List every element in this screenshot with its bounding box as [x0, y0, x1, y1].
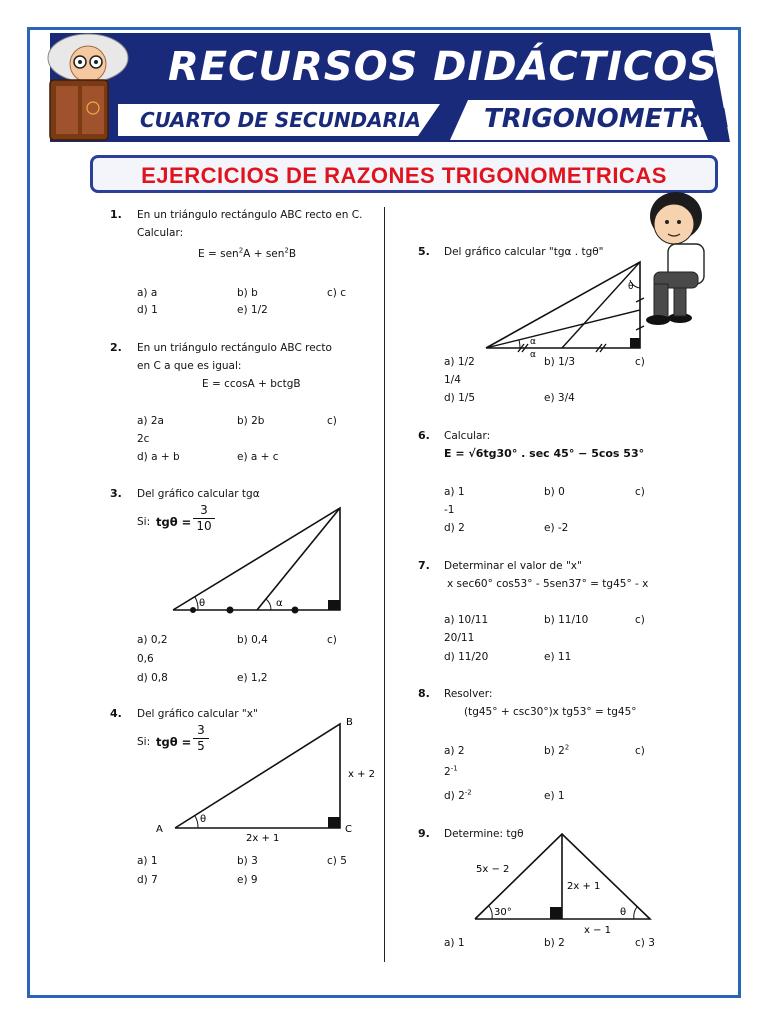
exercise-8-option-c: c) [635, 745, 645, 757]
exercise-9-option-b: b) 2 [544, 937, 565, 949]
exercise-5-option-c-value: 1/4 [444, 374, 461, 386]
exercise-4-side-bc: x + 2 [348, 769, 376, 780]
exercise-5-option-c: c) [635, 356, 645, 368]
exercise-3-option-d: d) 0,8 [137, 672, 168, 684]
banner-grade: CUARTO DE SECUNDARIA [140, 108, 421, 132]
exercise-1-number: 1. [110, 208, 122, 221]
exercise-6-option-d: d) 2 [444, 522, 465, 534]
exercise-6-formula: E = √6tg30° . sec 45° − 5cos 53° [444, 447, 645, 460]
exercise-2-formula: E = ccosA + bctgB [202, 378, 301, 390]
exercise-9-side-height: 2x + 1 [567, 881, 601, 892]
exercise-6-option-c-value: -1 [444, 504, 455, 516]
exercise-5-statement: Del gráfico calcular "tgα . tgθ" [444, 246, 604, 258]
exercise-4-vertex-c: C [345, 824, 352, 835]
exercise-3-option-c: c) [327, 634, 337, 646]
student-mascot [640, 188, 720, 328]
exercise-8-option-c-value: $2^{-1}$ [444, 764, 458, 778]
exercise-4-option-a: a) 1 [137, 855, 158, 867]
exercise-4-number: 4. [110, 707, 122, 720]
column-divider [384, 207, 385, 962]
exercise-9-option-a: a) 1 [444, 937, 465, 949]
exercise-6-option-c: c) [635, 486, 645, 498]
exercise-3-option-a: a) 0,2 [137, 634, 168, 646]
exercise-9-angle-30: 30° [494, 907, 512, 918]
exercise-7-option-a: a) 10/11 [444, 614, 489, 626]
worksheet-title-box [90, 155, 718, 193]
exercise-7-formula: x sec60° cos53° - 5sen37° = tg45° - x [447, 578, 649, 590]
exercise-1-statement-2: Calcular: [137, 227, 184, 239]
exercise-2-option-e: e) a + c [237, 451, 279, 463]
exercise-2-option-d: d) a + b [137, 451, 180, 463]
banner-title: RECURSOS DIDÁCTICOS [168, 44, 719, 90]
exercise-9-statement: Determine: tgθ [444, 828, 524, 840]
exercise-4-figure [150, 710, 380, 845]
exercise-4-statement: Del gráfico calcular "x" [137, 708, 258, 720]
exercise-2-number: 2. [110, 341, 122, 354]
exercise-4-fraction: $\frac{3}{5}$ [193, 723, 209, 754]
exercise-7-statement: Determinar el valor de "x" [444, 560, 582, 572]
exercise-7-option-d: d) 11/20 [444, 651, 489, 663]
exercise-5-theta: θ [628, 282, 634, 292]
exercise-3-option-e: e) 1,2 [237, 672, 268, 684]
exercise-5-number: 5. [418, 245, 430, 258]
exercise-1-formula: E = sen$^2$A + sen$^2$B [198, 246, 297, 260]
exercise-7-option-b: b) 11/10 [544, 614, 589, 626]
exercise-7-option-e: e) 11 [544, 651, 572, 663]
exercise-9-theta: θ [620, 907, 627, 918]
exercise-8-formula: (tg45° + csc30°)x tg53° = tg45° [464, 706, 637, 718]
exercise-8-statement: Resolver: [444, 688, 493, 700]
exercise-1-statement: En un triángulo rectángulo ABC recto en C. [137, 209, 363, 221]
exercise-4-si-label: Si: [137, 736, 151, 748]
exercise-4-option-b: b) 3 [237, 855, 258, 867]
exercise-8-option-a: a) 2 [444, 745, 465, 757]
exercise-6-option-b: b) 0 [544, 486, 565, 498]
exercise-3-fraction: $\frac{3}{10}$ [193, 503, 215, 534]
exercise-3-statement: Del gráfico calcular tgα [137, 488, 260, 500]
exercise-3-option-b: b) 0,4 [237, 634, 268, 646]
exercise-3-number: 3. [110, 487, 122, 500]
exercise-3-si-label: Si: [137, 516, 151, 528]
exercise-6-option-a: a) 1 [444, 486, 465, 498]
exercise-6-option-e: e) -2 [544, 522, 569, 534]
exercise-4-side-ac: 2x + 1 [246, 833, 280, 844]
exercise-4-vertex-b: B [346, 717, 353, 728]
exercise-1-option-c: c) c [327, 287, 346, 299]
exercise-7-number: 7. [418, 559, 430, 572]
exercise-5-alpha: α [530, 337, 536, 347]
exercise-2-option-a: a) 2a [137, 415, 164, 427]
exercise-3-alpha: α [276, 598, 283, 609]
exercise-5-option-e: e) 3/4 [544, 392, 575, 404]
exercise-3-tg-label: tgθ = [156, 515, 192, 529]
exercise-5-option-d: d) 1/5 [444, 392, 475, 404]
exercise-2-option-c: c) [327, 415, 337, 427]
exercise-3-option-c-value: 0,6 [137, 653, 154, 665]
exercise-5-alpha-2: α [530, 350, 536, 360]
exercise-9-side-hyp: 5x − 2 [476, 864, 510, 875]
exercise-9-option-c: c) 3 [635, 937, 655, 949]
exercise-5-option-b: b) 1/3 [544, 356, 575, 368]
exercise-4-vertex-a: A [156, 824, 163, 835]
exercise-4-option-d: d) 7 [137, 874, 158, 886]
exercise-8-option-e: e) 1 [544, 790, 565, 802]
exercise-2-option-c-value: 2c [137, 433, 150, 445]
exercise-3-theta: θ [199, 598, 206, 609]
exercise-8-option-b: b) $2^2$ [544, 743, 570, 757]
exercise-2-statement-2: en C a que es igual: [137, 360, 242, 372]
exercise-5-figure [480, 258, 650, 360]
exercise-4-theta: θ [200, 814, 207, 825]
exercise-8-number: 8. [418, 687, 430, 700]
exercise-8-option-d: d) $2^{-2}$ [444, 788, 472, 802]
exercise-1-option-e: e) 1/2 [237, 304, 268, 316]
exercise-5-option-a: a) 1/2 [444, 356, 475, 368]
exercise-4-option-e: e) 9 [237, 874, 258, 886]
exercise-7-option-c-value: 20/11 [444, 632, 475, 644]
exercise-9-figure [470, 830, 660, 936]
exercise-2-statement: En un triángulo rectángulo ABC recto [137, 342, 332, 354]
exercise-9-side-base: x − 1 [584, 925, 612, 936]
exercise-3-figure [165, 500, 350, 616]
exercise-1-option-d: d) 1 [137, 304, 158, 316]
worksheet-title: EJERCICIOS DE RAZONES TRIGONOMETRICAS [141, 163, 667, 188]
exercise-9-number: 9. [418, 827, 430, 840]
exercise-1-option-b: b) b [237, 287, 258, 299]
exercise-1-option-a: a) a [137, 287, 158, 299]
exercise-2-option-b: b) 2b [237, 415, 265, 427]
exercise-4-tg-label: tgθ = [156, 735, 192, 749]
exercise-6-number: 6. [418, 429, 430, 442]
exercise-6-statement: Calcular: [444, 430, 491, 442]
exercise-4-option-c: c) 5 [327, 855, 347, 867]
banner-subject: TRIGONOMETRÍA [484, 104, 730, 134]
exercise-7-option-c: c) [635, 614, 645, 626]
